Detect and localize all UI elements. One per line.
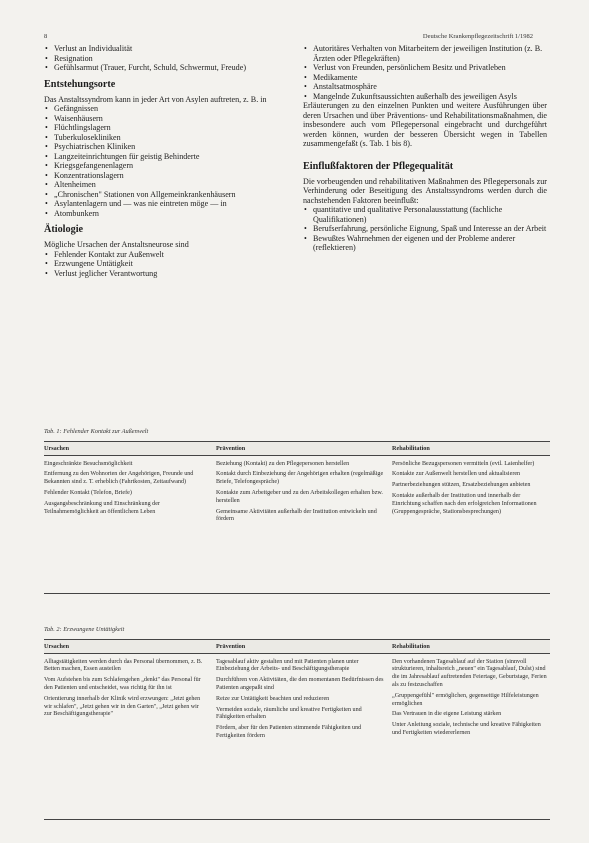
list-item: • Mangelnde Zukunftsaussichten außerhalb des jeweiligen Asyls xyxy=(303,92,547,102)
table-header-row xyxy=(44,640,550,654)
journal-running-head: Deutsche Krankenpflegezeitschrift 1/1982 xyxy=(422,33,533,40)
table-cell-ursachen xyxy=(44,461,216,593)
cell-entry: Eingeschränkte Besuchsmöglichkeit xyxy=(44,460,133,467)
column-header-praevention: Prävention xyxy=(216,642,246,650)
list-item: • Gefängnissen xyxy=(44,104,290,114)
list-item: • Flüchtlingslagern xyxy=(44,123,290,133)
table-row xyxy=(44,654,550,820)
table-row xyxy=(44,456,550,594)
list-item: • Anstaltsatmosphäre xyxy=(303,82,547,92)
left-column xyxy=(44,44,290,278)
cell-entry: Vom Aufstehen bis zum Schlafengehen „denkt" das Personal für den Patienten und entscheidet, was richtig für ihn ist xyxy=(44,677,201,691)
table-caption: Tab. 2: Erzwungene Untätigkeit xyxy=(44,626,125,633)
table-cell-rehabilitation xyxy=(392,461,550,593)
table-2 xyxy=(44,626,550,820)
list-item: • Verlust jeglicher Verantwortung xyxy=(44,269,290,279)
list-item: • Verlust an Individualität xyxy=(44,44,290,54)
list-item: • quantitative und qualitative Personalausstattung (fachliche Qualifikationen) xyxy=(303,205,547,224)
table-cell-praevention xyxy=(216,659,392,819)
column-header-rehabilitation: Rehabilitation xyxy=(392,444,430,452)
cell-entry: Alltagstätigkeiten werden durch das Personal übernommen, z. B. Betten machen, Essen austeilen xyxy=(44,658,203,673)
page-number: 8 xyxy=(44,33,48,40)
column-header-ursachen: Ursachen xyxy=(44,444,70,452)
list-item: • Bewußtes Wahrnehmen der eigenen und der Probleme anderer (reflektieren) xyxy=(303,234,547,253)
cell-entry: Kontakt durch Einbeziehung der Angehörigen erhalten (regelmäßige Briefe, Telefongespräche) xyxy=(216,471,384,486)
cell-entry: Gemeinsame Aktivitäten außerhalb der Institution entwickeln und fördern xyxy=(216,508,377,523)
table-cell-rehabilitation xyxy=(392,659,550,819)
list-item: • Konzentrationslagern xyxy=(44,171,290,181)
column-header-rehabilitation: Rehabilitation xyxy=(392,642,430,650)
cell-entry: Reize zur Untätigkeit beachten und reduzieren xyxy=(216,695,330,702)
list-item: • „Chronischen" Stationen von Allgemeinkrankenhäusern xyxy=(44,190,290,200)
cell-entry: Kontakte zur Außenwelt herstellen und aktualisieren xyxy=(392,471,521,478)
paragraph: Das Anstaltssyndrom kann in jeder Art von Asylen auftreten, z. B. in xyxy=(44,94,267,104)
paragraph: Die vorbeugenden und rehabilitativen Maßnahmen des Pflegepersonals zur Verhinderung oder Beseitigung des Anstaltssyndroms werden durch die nachstehenden Faktoren beeinflußt: xyxy=(303,176,547,205)
cell-entry: Partnerbeziehungen stützen, Ersatzbeziehungen anbieten xyxy=(392,482,531,489)
cell-entry: Ausgangsbeschränkung und Einschränkung der Teilnahmemöglichkeit an öffentlichem Leben xyxy=(44,500,160,515)
list-item: • Autoritäres Verhalten von Mitarbeitern der jeweiligen Institution (z. B. Ärzten oder Pflegekräften) xyxy=(303,44,547,63)
column-header-praevention: Prävention xyxy=(216,444,246,452)
list-item: • Gefühlsarmut (Trauer, Furcht, Schuld, Schwermut, Freude) xyxy=(44,63,290,73)
cell-entry: Unter Anleitung soziale, technische und kreative Fähigkeiten und Fertigkeiten wiedererlernen xyxy=(392,722,541,736)
table-caption: Tab. 1: Fehlender Kontakt zur Außenwelt xyxy=(44,428,149,435)
factors-bullet-list xyxy=(303,205,547,253)
list-item: • Tuberkulosekliniken xyxy=(44,133,290,143)
cell-entry: Orientierung innerhalb der Klinik wird erzwungen: „Jetzt gehen wir schlafen", „Jetzt gehen wir in den Garten", „Jetzt gehen wir zur Beschäftigungstherapie" xyxy=(44,695,201,718)
section-heading-aetiologie: Ätiologie xyxy=(44,224,84,235)
intro-bullet-list xyxy=(44,44,290,73)
locations-bullet-list xyxy=(44,104,290,218)
causes-bullet-list xyxy=(44,250,290,279)
list-item: • Altenheimen xyxy=(44,180,290,190)
cell-entry: Persönliche Bezugspersonen vermitteln (evtl. Laienhelfer) xyxy=(392,460,535,467)
cell-entry: Fördern, aber für den Patienten stimmende Fähigkeiten und Fertigkeiten fördern xyxy=(216,725,362,739)
causes-continued-bullet-list xyxy=(303,44,547,101)
table-1 xyxy=(44,428,550,594)
cell-entry: Durchführen von Aktivitäten, die den momentanen Bedürfnissen des Patienten angepaßt sind xyxy=(216,677,384,691)
cell-entry: „Gruppengefühl" ermöglichen, gegenseitige Hilfeleistungen ermöglichen xyxy=(392,692,539,707)
section-heading-entstehungsorte: Entstehungsorte xyxy=(44,78,116,90)
list-item: • Berufserfahrung, persönliche Eignung, Spaß und Interesse an der Arbeit xyxy=(303,224,547,234)
list-item: • Langzeiteinrichtungen für geistig Behinderte xyxy=(44,152,290,162)
column-header-ursachen: Ursachen xyxy=(44,642,70,650)
cell-entry: Entfernung zu den Wohnorten der Angehörigen, Freunde und Bekannten sind z. T. erheblich (Fahrtkosten, Zeitaufwand) xyxy=(44,471,194,486)
paragraph: Erläuterungen zu den einzelnen Punkten und weitere Ausführungen über deren Ursachen und über Präventions- und Rehabilitationsmaßnahmen, die insbesondere auch vom Pflegepersonal eingebracht und durchgeführt werden können, wurden der besseren Übersicht wegen in Tabellen zusammengefaßt (s. Tab. 1 bis 8). xyxy=(303,101,547,148)
table-cell-ursachen xyxy=(44,659,216,819)
list-item: • Medikamente xyxy=(303,73,547,83)
list-item: • Resignation xyxy=(44,54,290,64)
list-item: • Waisenhäusern xyxy=(44,114,290,124)
list-item: • Fehlender Kontakt zur Außenwelt xyxy=(44,250,290,260)
list-item: • Atombunkern xyxy=(44,209,290,219)
list-item: • Kriegsgefangenenlagern xyxy=(44,161,290,171)
section-heading-einflussfaktoren: Einflußfaktoren der Pflegequalität xyxy=(303,160,454,172)
table-header-row xyxy=(44,442,550,456)
cell-entry: Den vorhandenen Tagesablauf auf der Station (sinnvoll strukturieren, inhaltsreich „neuen" ein Tagesablauf, Dulst) sind die im Jahresablauf auftretenden Feiertage, Geburtstage, Ferien als zu festzuschaffen xyxy=(392,658,547,688)
cell-entry: Kontakte zum Arbeitgeber und zu den Arbeitskollegen erhalten bzw. herstellen xyxy=(216,489,383,504)
cell-entry: Fehlender Kontakt (Telefon, Briefe) xyxy=(44,489,132,496)
table-cell-praevention xyxy=(216,461,392,593)
cell-entry: Beziehung (Kontakt) zu den Pflegepersonen herstellen xyxy=(216,460,350,467)
cell-entry: Vermeiden soziale, räumliche und kreative Fertigkeiten und Fähigkeiten erhalten xyxy=(216,706,362,721)
cell-entry: Das Vertrauen in die eigene Leistung stärken xyxy=(392,711,502,718)
paragraph: Mögliche Ursachen der Anstaltsneurose sind xyxy=(44,240,189,249)
right-column xyxy=(303,44,547,253)
list-item: • Asylantenlagern und — was nie eintreten möge — in xyxy=(44,199,290,209)
list-item: • Erzwungene Untätigkeit xyxy=(44,259,290,269)
cell-entry: Tagesablauf aktiv gestalten und mit Patienten planen unter Einbeziehung der Arbeits- und Beschäftigungstherapie xyxy=(216,658,359,673)
list-item: • Verlust von Freunden, persönlichem Besitz und Privatleben xyxy=(303,63,547,73)
cell-entry: Kontakte außerhalb der Institution und innerhalb der Einrichtung schaffen nach den erfolgreichen Informationen (Gruppengespräche, Stationsbesprechungen) xyxy=(392,492,537,515)
list-item: • Psychiatrischen Kliniken xyxy=(44,142,290,152)
